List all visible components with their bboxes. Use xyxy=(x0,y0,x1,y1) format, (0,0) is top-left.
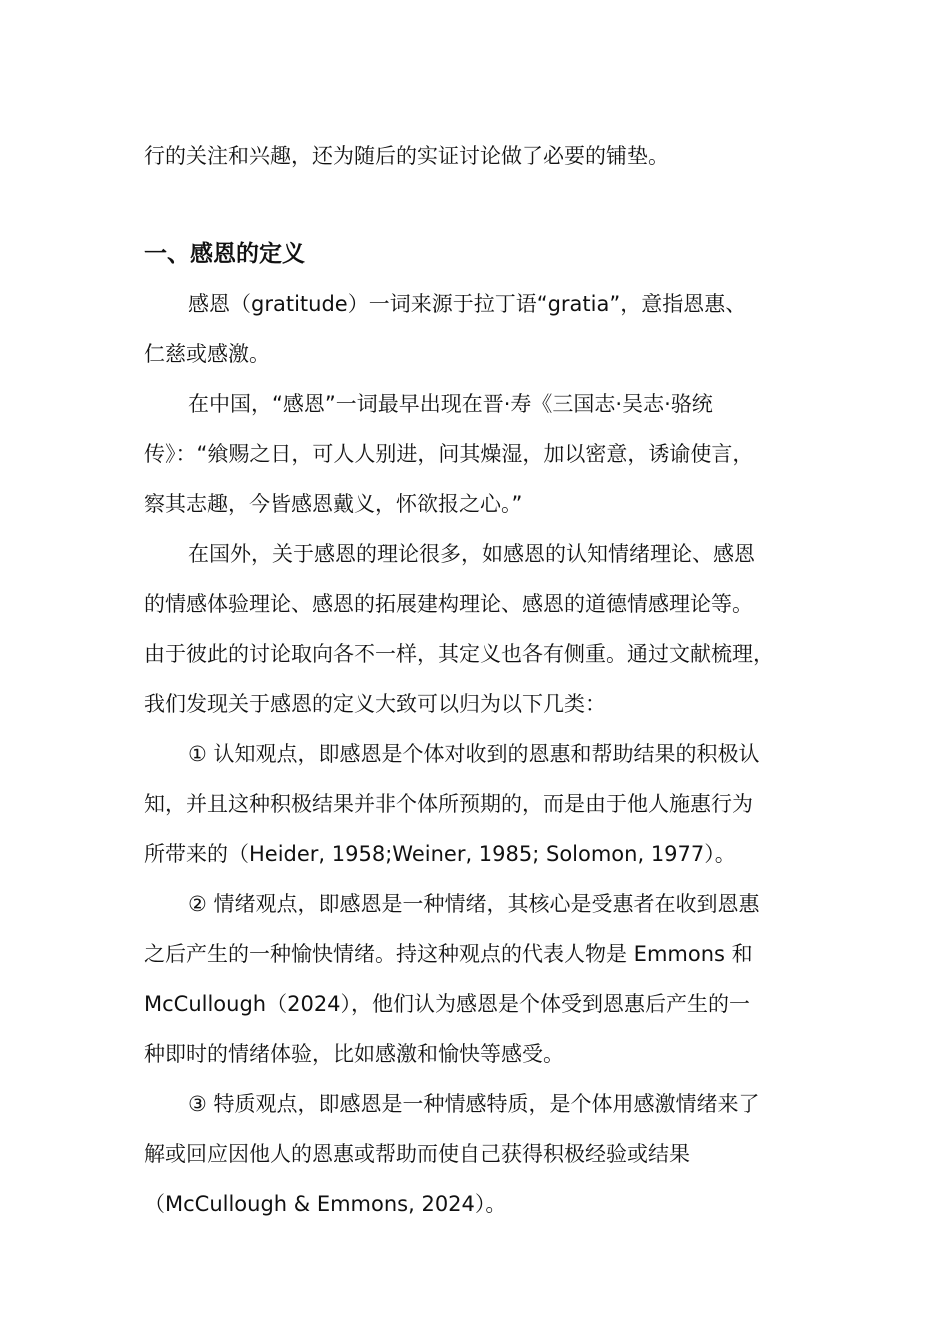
section-heading: 一、感恩的定义 xyxy=(144,241,305,267)
paragraph-foreign-theories xyxy=(144,529,820,729)
paragraph-line: 所带来的（Heider, 1958;Weiner, 1985; Solomon, 1977）。 xyxy=(144,842,736,866)
paragraph-line: （McCullough & Emmons, 2024）。 xyxy=(144,1192,507,1216)
document-page xyxy=(144,131,820,1229)
paragraph-trait-view xyxy=(144,1079,820,1229)
paragraph-line: 察其志趣，今皆感恩戴义，怀欲报之心。” xyxy=(144,492,523,516)
paragraph-line: ① 认知观点，即感恩是个体对收到的恩惠和帮助结果的积极认 xyxy=(188,742,760,766)
paragraph-line: 仁慈或感激。 xyxy=(144,342,270,366)
paragraph-line: 我们发现关于感恩的定义大致可以归为以下几类： xyxy=(144,692,606,716)
paragraph-line: 知，并且这种积极结果并非个体所预期的，而是由于他人施惠行为 xyxy=(144,792,753,816)
paragraph-line: 的情感体验理论、感恩的拓展建构理论、感恩的道德情感理论等。 xyxy=(144,592,753,616)
paragraph-emotion-view xyxy=(144,879,820,1079)
paragraph-line: 由于彼此的讨论取向各不一样，其定义也各有侧重。通过文献梳理， xyxy=(144,642,774,666)
paragraph-line: ② 情绪观点，即感恩是一种情绪，其核心是受惠者在收到恩惠 xyxy=(188,892,760,916)
paragraph-line: 传》：“飨赐之日，可人人别进，问其燥湿，加以密意，诱谕使言， xyxy=(144,442,754,466)
paragraph-cognitive-view xyxy=(144,729,820,879)
paragraph-etymology xyxy=(144,279,820,379)
spacer xyxy=(144,181,820,229)
paragraph-china-origin xyxy=(144,379,820,529)
paragraph-line: 种即时的情绪体验，比如感激和愉快等感受。 xyxy=(144,1042,564,1066)
paragraph-line: ③ 特质观点，即感恩是一种情感特质，是个体用感激情绪来了 xyxy=(188,1092,760,1116)
paragraph-line: 在国外，关于感恩的理论很多，如感恩的认知情绪理论、感恩 xyxy=(188,542,755,566)
paragraph-line: 在中国，“感恩”一词最早出现在晋·寿《三国志·吴志·骆统 xyxy=(188,392,713,416)
paragraph-line: 之后产生的一种愉快情绪。持这种观点的代表人物是 Emmons 和 xyxy=(144,942,753,966)
intro-line: 行的关注和兴趣，还为随后的实证讨论做了必要的铺垫。 xyxy=(144,144,669,168)
paragraph-line: 解或回应因他人的恩惠或帮助而使自己获得积极经验或结果 xyxy=(144,1142,690,1166)
paragraph-line: 感恩（gratitude）一词来源于拉丁语“gratia”，意指恩惠、 xyxy=(188,292,747,316)
paragraph-line: McCullough（2024），他们认为感恩是个体受到恩惠后产生的一 xyxy=(144,992,751,1016)
